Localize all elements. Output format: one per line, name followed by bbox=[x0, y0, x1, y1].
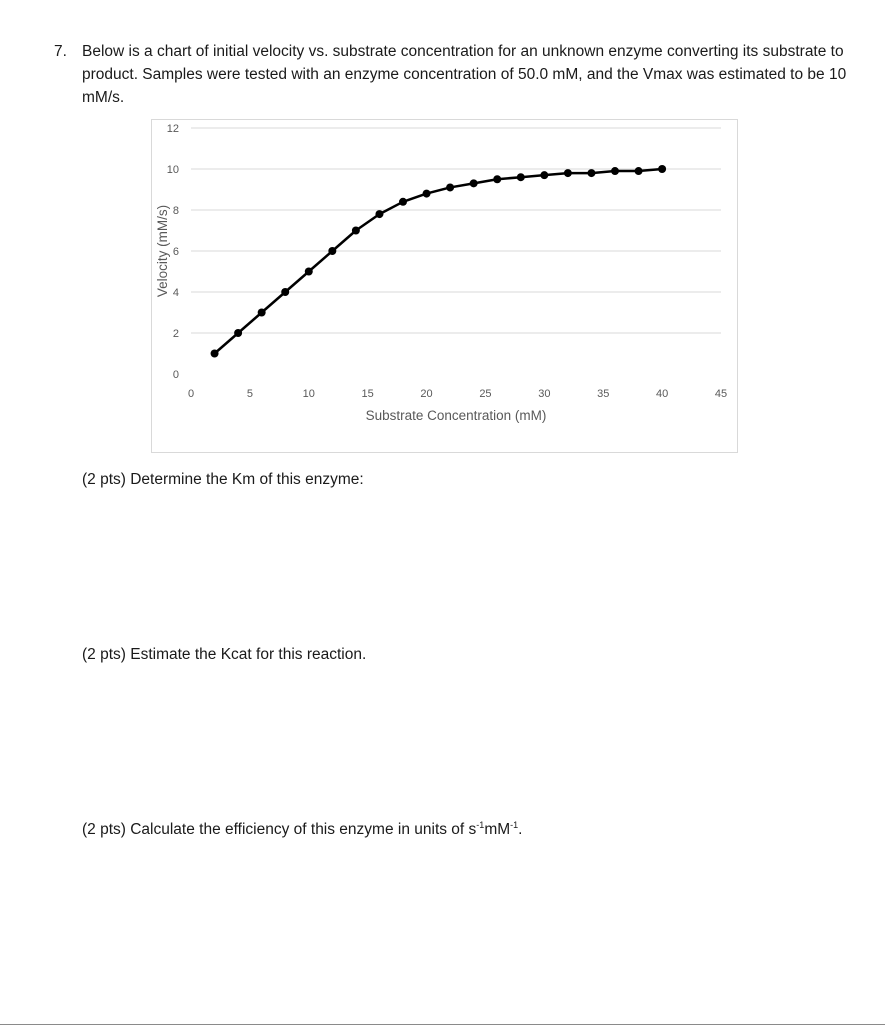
x-axis-label: Substrate Concentration (mM) bbox=[365, 408, 547, 423]
data-point bbox=[564, 169, 572, 177]
velocity-chart bbox=[151, 119, 738, 453]
y-tick-label: 4 bbox=[172, 287, 179, 299]
x-tick-label: 30 bbox=[538, 388, 551, 400]
y-tick-label: 12 bbox=[166, 123, 179, 135]
page-bottom-rule bbox=[0, 1024, 885, 1025]
part-efficiency bbox=[82, 820, 522, 840]
x-tick-label: 40 bbox=[655, 388, 669, 400]
series-line bbox=[215, 169, 663, 354]
y-tick-label: 8 bbox=[172, 205, 179, 217]
x-tick-label: 25 bbox=[479, 388, 492, 400]
data-point bbox=[399, 198, 407, 206]
data-point bbox=[540, 171, 548, 179]
x-tick-label: 15 bbox=[361, 388, 374, 400]
x-tick-label: 45 bbox=[714, 388, 728, 400]
data-point bbox=[517, 173, 525, 181]
x-tick-label: 20 bbox=[420, 388, 433, 400]
y-tick-label: 2 bbox=[172, 328, 179, 340]
data-point bbox=[587, 169, 595, 177]
data-point bbox=[611, 167, 619, 175]
question-number: 7. bbox=[54, 43, 67, 60]
part-efficiency-text-1: (2 pts) Calculate the efficiency of this enzyme in units of s bbox=[82, 821, 477, 838]
y-tick-label: 0 bbox=[172, 369, 179, 381]
data-point bbox=[211, 350, 219, 358]
part-kcat: (2 pts) Estimate the Kcat for this reaction. bbox=[82, 646, 367, 663]
grid-lines bbox=[191, 128, 721, 333]
chart-svg bbox=[152, 120, 737, 452]
data-point bbox=[375, 210, 383, 218]
data-point bbox=[281, 288, 289, 296]
superscript-1: -1 bbox=[476, 819, 485, 830]
superscript-2: -1 bbox=[510, 819, 519, 830]
data-point bbox=[234, 329, 242, 337]
part-efficiency-text-2: mM bbox=[484, 821, 511, 838]
data-point bbox=[328, 247, 336, 255]
data-point bbox=[305, 268, 313, 276]
part-km: (2 pts) Determine the Km of this enzyme: bbox=[82, 471, 364, 488]
y-tick-label: 6 bbox=[172, 246, 179, 258]
part-efficiency-text-3: . bbox=[518, 821, 523, 838]
data-point bbox=[423, 190, 431, 198]
data-point bbox=[352, 227, 360, 235]
x-tick-label: 10 bbox=[302, 388, 315, 400]
series-layer bbox=[211, 165, 667, 358]
x-tick-label: 35 bbox=[597, 388, 610, 400]
data-point bbox=[493, 175, 501, 183]
y-tick-label: 10 bbox=[166, 164, 179, 176]
data-point bbox=[658, 165, 666, 173]
y-axis-label: Velocity (mM/s) bbox=[155, 204, 170, 298]
x-tick-labels bbox=[188, 388, 727, 400]
question-text: Below is a chart of initial velocity vs. substrate concentration for an unknown enzyme converting its substrate to product. Samples were tested with an enzyme concentration of 50.0 mM, and the Vmax was estimated to be 10 mM/s. bbox=[82, 43, 847, 106]
data-point bbox=[635, 167, 643, 175]
data-point bbox=[258, 309, 266, 317]
x-tick-label: 0 bbox=[187, 388, 195, 400]
x-tick-label: 5 bbox=[246, 388, 253, 400]
data-point bbox=[446, 183, 454, 191]
data-point bbox=[470, 179, 478, 187]
